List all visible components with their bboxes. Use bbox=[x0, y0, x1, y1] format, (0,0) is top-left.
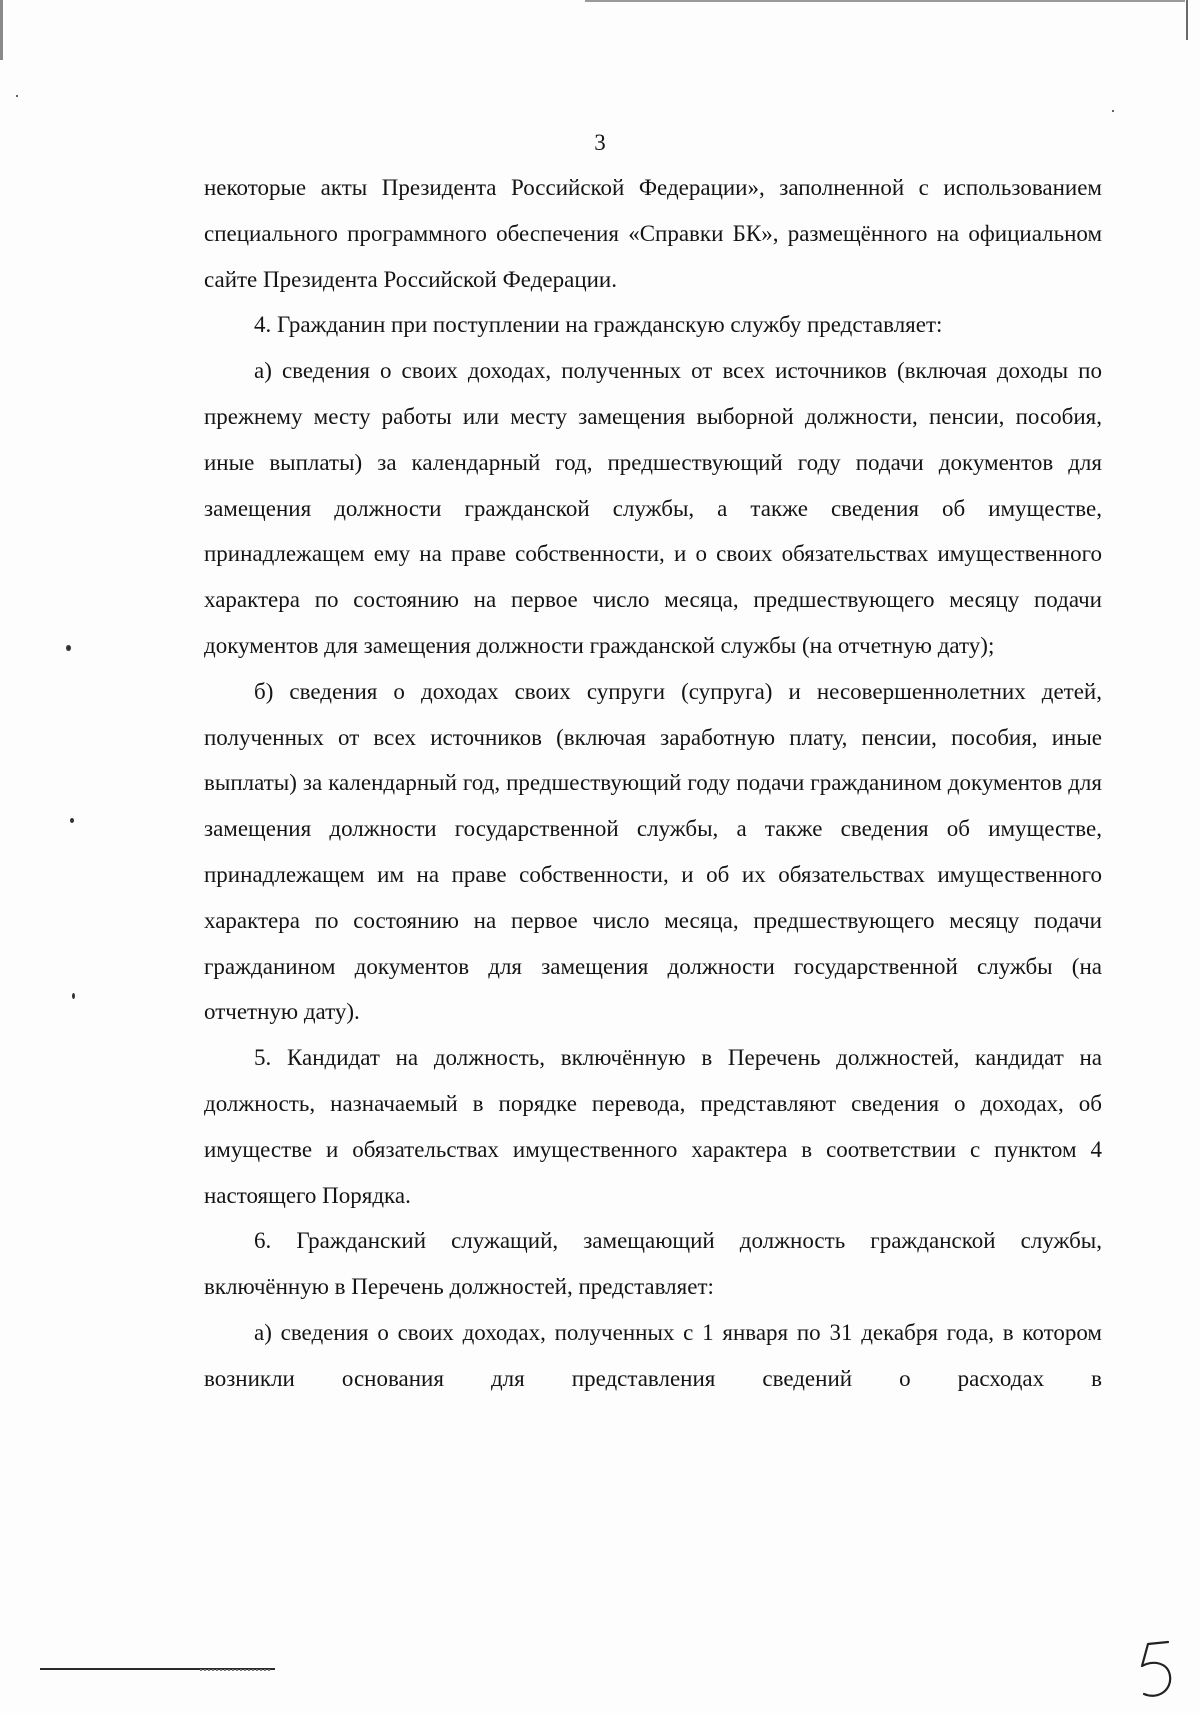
scan-bottom-dots bbox=[200, 1669, 270, 1671]
paragraph-continuation: некоторые акты Президента Российской Федерации», заполненной с использованием специального программного обеспечения «Справки БК», размещённого на официальном сайте Президента Российской Федерации. bbox=[204, 175, 1102, 292]
scan-top-rule bbox=[585, 0, 1185, 2]
scan-speck bbox=[66, 645, 71, 651]
paragraph-item-6: 6. Гражданский служащий, замещающий должность гражданской службы, включённую в Перечень должностей, представляет: bbox=[204, 1228, 1102, 1300]
paragraph-item-6a: а) сведения о своих доходах, полученных с 1 января по 31 декабря года, в котором возникли основания для представления сведений о расходах в bbox=[204, 1319, 1102, 1391]
scan-speck bbox=[72, 993, 75, 999]
document-body bbox=[204, 165, 1102, 1402]
scan-left-edge bbox=[0, 0, 3, 60]
handwritten-page-mark bbox=[1118, 1630, 1198, 1710]
paragraph-item-4: 4. Гражданин при поступлении на гражданскую службу представляет: bbox=[254, 312, 943, 338]
paragraph-item-4b: б) сведения о доходах своих супруги (супруга) и несовершеннолетних детей, полученных от всех источников (включая заработную плату, пенсии, пособия, иные выплаты) за календарный год, предшествующий году подачи гражданином документов для замещения должности государственной службы, а также сведения об имуществе, принадлежащем им на праве собственности, и об их обязательствах имущественного характера по состоянию на первое число месяца, предшествующего месяцу подачи гражданином документов для замещения должности государственной службы (на отчетную дату). bbox=[204, 678, 1102, 1025]
scan-speck bbox=[70, 818, 74, 823]
scan-speck bbox=[1112, 110, 1114, 112]
paragraph-item-4a: а) сведения о своих доходах, полученных от всех источников (включая доходы по прежнему месту работы или месту замещения выборной должности, пенсии, пособия, иные выплаты) за календарный год, предшествующий году подачи документов для замещения должности гражданской службы, а также сведения об имуществе, принадлежащем ему на праве собственности, и о своих обязательствах имущественного характера по состоянию на первое число месяца, предшествующего месяцу подачи документов для замещения должности гражданской службы (на отчетную дату); bbox=[204, 358, 1102, 658]
page-number: 3 bbox=[594, 130, 606, 155]
paragraph-item-5: 5. Кандидат на должность, включённую в Перечень должностей, кандидат на должность, назначаемый в порядке перевода, представляют сведения о доходах, об имуществе и обязательствах имущественного характера в соответствии с пунктом 4 настоящего Порядка. bbox=[204, 1045, 1102, 1208]
scan-right-edge bbox=[1186, 0, 1188, 40]
scan-speck bbox=[16, 95, 18, 97]
